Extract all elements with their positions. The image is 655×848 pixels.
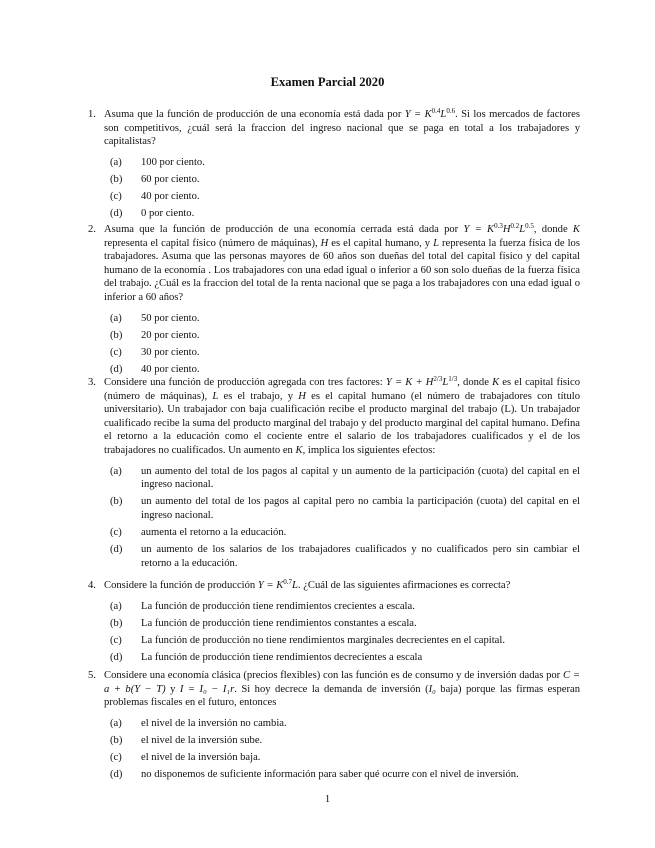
option-text: 100 por ciento. bbox=[141, 156, 205, 168]
math-expression: Y = K bbox=[257, 580, 284, 591]
option-label: (d) bbox=[110, 769, 123, 781]
question-text-fragment: Considere una economía clásica (precios flexibles) con las función es de consumo y de inversión dadas por bbox=[104, 670, 563, 681]
option-label: (a) bbox=[110, 600, 122, 612]
option-label: (c) bbox=[110, 752, 122, 764]
math-exponent: 0.6 bbox=[446, 107, 456, 115]
option-item bbox=[110, 617, 580, 631]
math-expression: C = a + b(Y − T) bbox=[104, 670, 580, 695]
option-item bbox=[110, 734, 580, 748]
math-expression: I₀ bbox=[428, 683, 436, 695]
question-text-fragment: baja) porque las firmas esperan problemas fiscales en el futuro, entonces bbox=[104, 683, 581, 709]
question-text bbox=[104, 669, 580, 710]
option-label: (d) bbox=[110, 364, 123, 376]
option-text: 30 por ciento. bbox=[141, 346, 200, 358]
math-exponent: 2/3 bbox=[433, 375, 443, 383]
option-item bbox=[110, 543, 580, 570]
option-label: (b) bbox=[110, 173, 123, 185]
option-label: (d) bbox=[110, 652, 123, 664]
question-text bbox=[104, 376, 580, 458]
option-text: no disponemos de suficiente información para saber qué ocurre con el nivel de inversión. bbox=[141, 769, 519, 781]
option-label: (c) bbox=[110, 527, 122, 539]
question-number: 1. bbox=[88, 109, 96, 120]
math-exponent: 0.2 bbox=[510, 222, 520, 230]
question-text-fragment: . ¿Cuál de las siguientes afirmaciones es correcta? bbox=[297, 580, 511, 591]
question-text-fragment: y bbox=[165, 683, 180, 695]
question-text-fragment: es el capital humano, y bbox=[328, 237, 434, 249]
math-expression: L bbox=[440, 109, 447, 120]
math-expression: L bbox=[212, 390, 219, 402]
option-label: (c) bbox=[110, 346, 122, 358]
math-expression: Y = K bbox=[463, 224, 495, 235]
option-text: un aumento del total de los pagos al capital pero no cambia la participación (cuota) del capital en el ingreso nacional. bbox=[141, 496, 580, 521]
question-text-fragment: es el capital físico (número de máquinas), bbox=[104, 377, 580, 402]
math-expression: K bbox=[572, 224, 580, 235]
option-text: 0 por ciento. bbox=[141, 208, 195, 220]
question-text-fragment: Considere una función de producción agregada con tres factores: bbox=[104, 377, 386, 388]
question-3 bbox=[88, 376, 580, 574]
math-expression: Y = K bbox=[404, 109, 432, 120]
question-text-fragment: . Si los mercados de factores son competitivos, ¿cuál será la fraccion del ingreso nacional que se paga en total a los trabajadores y capitalistas? bbox=[104, 109, 581, 148]
option-label: (d) bbox=[110, 208, 123, 220]
math-expression: H bbox=[320, 237, 329, 249]
option-item bbox=[110, 600, 580, 614]
math-exponent: 1/3 bbox=[448, 375, 458, 383]
question-text-fragment: Considere la función de producción bbox=[104, 580, 258, 591]
option-text: 20 por ciento. bbox=[141, 329, 200, 341]
question-text-fragment: , implica los siguientes efectos: bbox=[302, 444, 436, 456]
option-label: (a) bbox=[110, 312, 122, 324]
option-item bbox=[110, 156, 580, 170]
option-text: 40 por ciento. bbox=[141, 364, 200, 376]
question-text-fragment: Asuma que la función de producción de una economía está dada por bbox=[104, 109, 405, 120]
question-text bbox=[104, 223, 580, 305]
option-text: La función de producción tiene rendimientos constantes a escala. bbox=[141, 617, 417, 629]
question-4 bbox=[88, 579, 580, 668]
option-label: (b) bbox=[110, 329, 123, 341]
page-number: 1 bbox=[324, 794, 331, 805]
option-text: 50 por ciento. bbox=[141, 312, 200, 324]
options-list bbox=[110, 600, 580, 665]
math-expression: L bbox=[442, 377, 449, 388]
options-list bbox=[110, 717, 580, 782]
option-text: el nivel de la inversión sube. bbox=[141, 734, 263, 746]
question-number: 3. bbox=[88, 377, 96, 388]
option-item bbox=[110, 207, 580, 221]
math-expression: L bbox=[519, 224, 526, 235]
math-expression: H bbox=[502, 224, 511, 235]
option-label: (b) bbox=[110, 734, 123, 746]
option-item bbox=[110, 346, 580, 360]
options-list bbox=[110, 312, 580, 377]
question-text-fragment: Asuma que la función de producción de una economía cerrada está dada por bbox=[104, 224, 464, 235]
question-text bbox=[104, 579, 580, 593]
option-label: (a) bbox=[110, 465, 122, 477]
math-expression: H bbox=[298, 390, 306, 402]
option-item bbox=[110, 634, 580, 648]
math-expression: K bbox=[295, 444, 303, 456]
math-expression: L bbox=[433, 237, 440, 249]
option-label: (b) bbox=[110, 496, 123, 508]
math-exponent: 0.5 bbox=[525, 222, 534, 230]
option-text: La función de producción tiene rendimientos crecientes a escala. bbox=[141, 600, 415, 612]
option-item bbox=[110, 173, 580, 187]
question-text-fragment: es el capital humano (el número de trabajadores con título universitario). Un trabajador con baja cualificación recibe el producto marginal del trabajo (L). Un trabajador cualificado recibe la suma del producto marginal del trabajo y del producto marginal del capital humano. Defina el retorno a la educación como el cociente entre el salario de los trabajadores cualificados y el de los trabajadores no cualificados. Un aumento en bbox=[104, 390, 580, 456]
option-text: un aumento del total de los pagos al capital y un aumento de la participación (cuota) del capital en el ingreso nacional. bbox=[141, 465, 580, 491]
option-item bbox=[110, 363, 580, 377]
option-text: un aumento de los salarios de los trabajadores cualificados y no cualificados pero sin cambiar el retorno a la educación. bbox=[141, 544, 580, 569]
option-item bbox=[110, 190, 580, 204]
option-text: 60 por ciento. bbox=[141, 173, 200, 185]
page-title: Examen Parcial 2020 bbox=[270, 75, 385, 89]
option-label: (d) bbox=[110, 544, 123, 556]
question-text bbox=[104, 108, 580, 149]
math-expression: Y = K + H bbox=[385, 377, 434, 388]
question-number: 2. bbox=[88, 224, 96, 235]
math-exponent: 0.7 bbox=[283, 578, 293, 586]
options-list bbox=[110, 465, 580, 571]
math-exponent: 0.4 bbox=[431, 107, 441, 115]
option-label: (c) bbox=[110, 191, 122, 203]
option-item bbox=[110, 651, 580, 665]
question-text-fragment: representa la fuerza física de los trabajadores. Asuma que las personas mayores de 60 años son dueñas del total del capital físico y del capital humano de la economía . Los trabajadores con una edad igual o inferior a 60 son solo dueñas de la fuerza física del trabajo. ¿Cuál es la fraccion del total de la renta nacional que se paga a los trabajadores con una edad igual o inferior a 60 años? bbox=[104, 237, 580, 303]
question-text-fragment: es el trabajo, y bbox=[218, 390, 299, 402]
question-text-fragment: . Si hoy decrece la demanda de inversión ( bbox=[234, 683, 429, 695]
option-label: (a) bbox=[110, 717, 122, 729]
option-text: aumenta el retorno a la educación. bbox=[141, 527, 287, 539]
option-item bbox=[110, 495, 580, 522]
option-item bbox=[110, 465, 580, 492]
option-label: (c) bbox=[110, 634, 122, 646]
option-label: (a) bbox=[110, 156, 122, 168]
question-number: 4. bbox=[88, 580, 96, 591]
question-5 bbox=[88, 669, 580, 786]
options-list bbox=[110, 156, 580, 221]
option-text: el nivel de la inversión baja. bbox=[141, 752, 261, 764]
option-item bbox=[110, 751, 580, 765]
option-item bbox=[110, 329, 580, 343]
option-item bbox=[110, 526, 580, 540]
question-number: 5. bbox=[88, 670, 96, 681]
option-text: La función de producción no tiene rendimientos marginales decrecientes en el capital. bbox=[141, 634, 505, 646]
question-2 bbox=[88, 223, 580, 380]
option-label: (b) bbox=[110, 617, 123, 629]
option-text: 40 por ciento. bbox=[141, 191, 200, 203]
question-1 bbox=[88, 108, 580, 225]
math-expression: I = I₀ − I₁r bbox=[179, 683, 235, 695]
math-expression: K bbox=[492, 377, 500, 388]
question-text-fragment: , donde bbox=[533, 224, 573, 235]
option-text: La función de producción tiene rendimientos decrecientes a escala bbox=[141, 652, 423, 664]
option-item bbox=[110, 768, 580, 782]
option-text: el nivel de la inversión no cambia. bbox=[141, 717, 287, 729]
question-text-fragment: , donde bbox=[457, 377, 493, 388]
option-item bbox=[110, 312, 580, 326]
option-item bbox=[110, 717, 580, 731]
math-exponent: 0.3 bbox=[494, 222, 503, 230]
math-expression: L bbox=[292, 580, 298, 591]
question-text-fragment: representa el capital físico (número de máquinas), bbox=[104, 237, 321, 249]
